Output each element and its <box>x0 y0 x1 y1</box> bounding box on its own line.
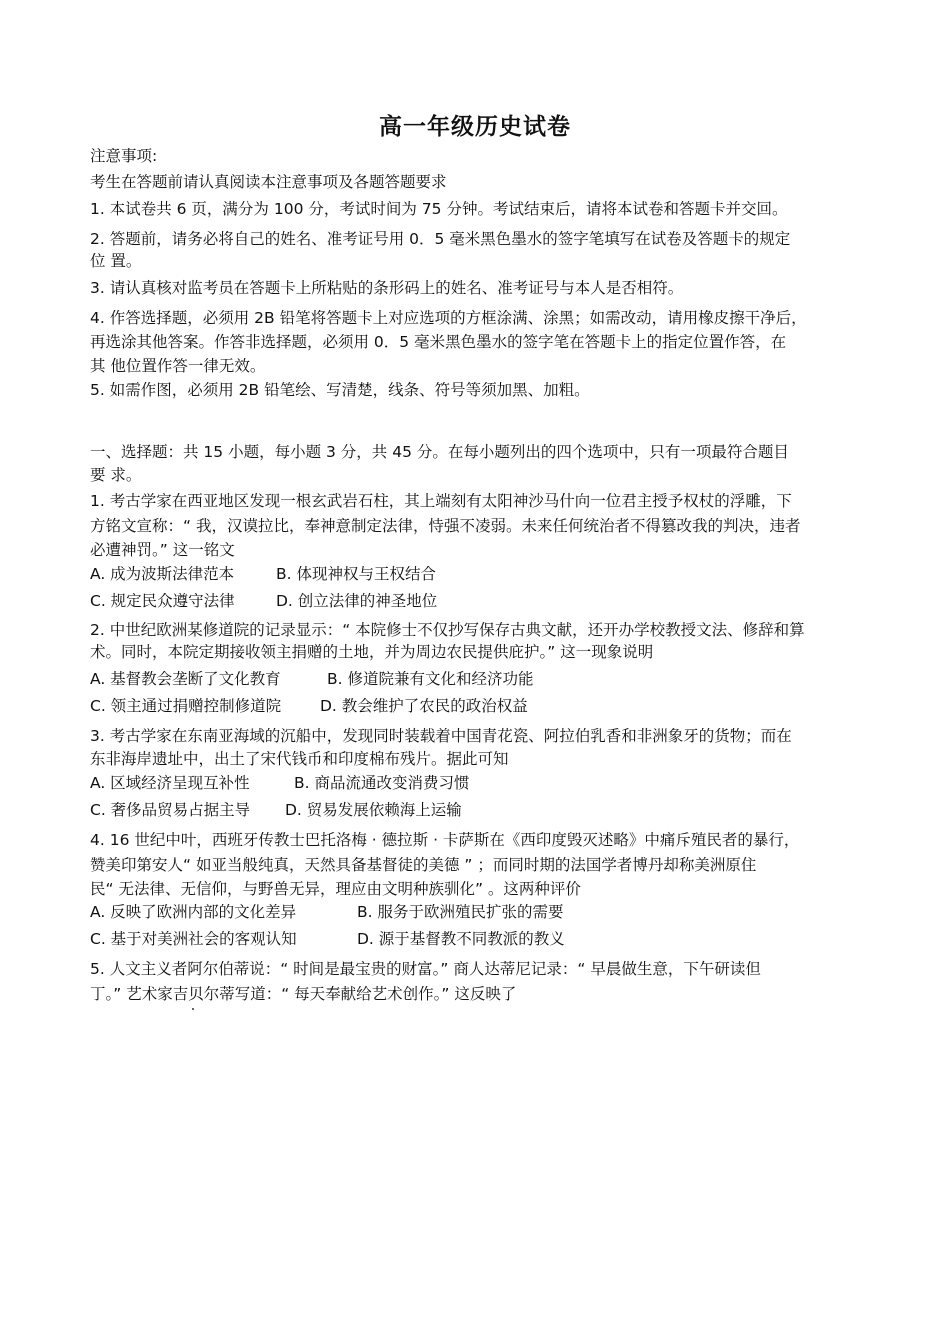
question-4-option-c: C. 基于对美洲社会的客观认知 <box>90 930 297 948</box>
question-2-stem-cont: 术。同时，本院定期接收领主捐赠的土地，并为周边农民提供庇护。” 这一现象说明 <box>90 643 654 661</box>
notice-item-4-cont: 再选涂其他答案。作答非选择题，必须用 0．5 毫米黑色墨水的签字笔在答题卡上的指定位置作答，在 <box>90 333 787 351</box>
question-2-stem: 2. 中世纪欧洲某修道院的记录显示：“ 本院修士不仅抄写保存古典文献，还开办学校教授文法、修辞和算 <box>90 621 805 639</box>
question-1-stem-cont2: 必遭神罚。” 这一铭文 <box>90 541 235 559</box>
question-3-option-d: D. 贸易发展依赖海上运输 <box>285 801 462 819</box>
page-mark <box>192 1008 194 1010</box>
notice-item-4-cont2: 其 他位置作答一律无效。 <box>90 357 266 375</box>
notice-item-4: 4. 作答选择题，必须用 2B 铅笔将答题卡上对应选项的方框涂满、涂黑；如需改动，请用橡皮擦干净后， <box>90 309 807 327</box>
section-heading-cont: 要 求。 <box>90 466 142 484</box>
question-3-stem: 3. 考古学家在东南亚海域的沉船中，发现同时装载着中国青花瓷、阿拉伯乳香和非洲象牙的货物；而在 <box>90 727 792 745</box>
question-4-option-d: D. 源于基督教不同教派的教义 <box>357 930 565 948</box>
question-4-stem-cont2: 民“ 无法律、无信仰，与野兽无异，理应由文明种族驯化” 。这两种评价 <box>90 880 581 898</box>
question-1-option-b: B. 体现神权与王权结合 <box>276 565 436 583</box>
question-2-option-a: A. 基督教会垄断了文化教育 <box>90 670 281 688</box>
question-4-option-b: B. 服务于欧洲殖民扩张的需要 <box>357 903 564 921</box>
question-1-option-d: D. 创立法律的神圣地位 <box>276 592 438 610</box>
question-5-stem-cont: 丁。” 艺术家吉贝尔蒂写道：“ 每天奉献给艺术创作。” 这反映了 <box>90 985 517 1003</box>
question-3-option-c: C. 奢侈品贸易占据主导 <box>90 801 251 819</box>
notice-item-2-cont: 位 置。 <box>90 252 142 270</box>
section-heading: 一、选择题：共 15 小题，每小题 3 分，共 45 分。在每小题列出的四个选项中，只有一项最符合题目 <box>90 443 789 461</box>
page-title: 高一年级历史试卷 <box>379 113 571 140</box>
question-1-stem-cont: 方铭文宣称：“ 我，汉谟拉比，奉神意制定法律，恃强不凌弱。未来任何统治者不得篡改我的判决，违者 <box>90 517 801 535</box>
question-2-option-d: D. 教会维护了农民的政治权益 <box>320 697 528 715</box>
notice-item-2: 2. 答题前，请务必将自己的姓名、准考证号用 0．5 毫米黑色墨水的签字笔填写在试卷及答题卡的规定 <box>90 230 791 248</box>
notice-item-3: 3. 请认真核对监考员在答题卡上所粘贴的条形码上的姓名、准考证号与本人是否相符。 <box>90 279 684 297</box>
question-4-stem-cont: 赞美印第安人“ 如亚当般纯真，天然具备基督徒的美德 ” ；而同时期的法国学者博丹却称美洲原住 <box>90 856 757 874</box>
notice-item-5: 5. 如需作图，必须用 2B 铅笔绘、写清楚，线条、符号等须加黑、加粗。 <box>90 381 590 399</box>
question-2-option-b: B. 修道院兼有文化和经济功能 <box>327 670 534 688</box>
question-3-option-b: B. 商品流通改变消费习惯 <box>294 774 470 792</box>
question-1-option-c: C. 规定民众遵守法律 <box>90 592 235 610</box>
question-4-option-a: A. 反映了欧洲内部的文化差异 <box>90 903 297 921</box>
notice-intro: 考生在答题前请认真阅读本注意事项及各题答题要求 <box>90 173 447 191</box>
question-1-stem: 1. 考古学家在西亚地区发现一根玄武岩石柱，其上端刻有太阳神沙马什向一位君主授予权杖的浮雕，下 <box>90 492 792 510</box>
question-4-stem: 4. 16 世纪中叶，西班牙传教士巴托洛梅 · 德拉斯 · 卡萨斯在《西印度毁灭述略》中痛斥殖民者的暴行， <box>90 831 800 849</box>
question-5-stem: 5. 人文主义者阿尔伯蒂说：“ 时间是最宝贵的财富。” 商人达蒂尼记录：“ 早晨做生意，下午研读但 <box>90 960 761 978</box>
notice-item-1: 1. 本试卷共 6 页，满分为 100 分，考试时间为 75 分钟。考试结束后，请将本试卷和答题卡并交回。 <box>90 200 788 218</box>
question-1-option-a: A. 成为波斯法律范本 <box>90 565 235 583</box>
question-3-stem-cont: 东非海岸遗址中，出土了宋代钱币和印度棉布残片。据此可知 <box>90 750 509 768</box>
question-2-option-c: C. 领主通过捐赠控制修道院 <box>90 697 282 715</box>
notice-heading: 注意事项: <box>90 147 158 165</box>
question-3-option-a: A. 区域经济呈现互补性 <box>90 774 250 792</box>
